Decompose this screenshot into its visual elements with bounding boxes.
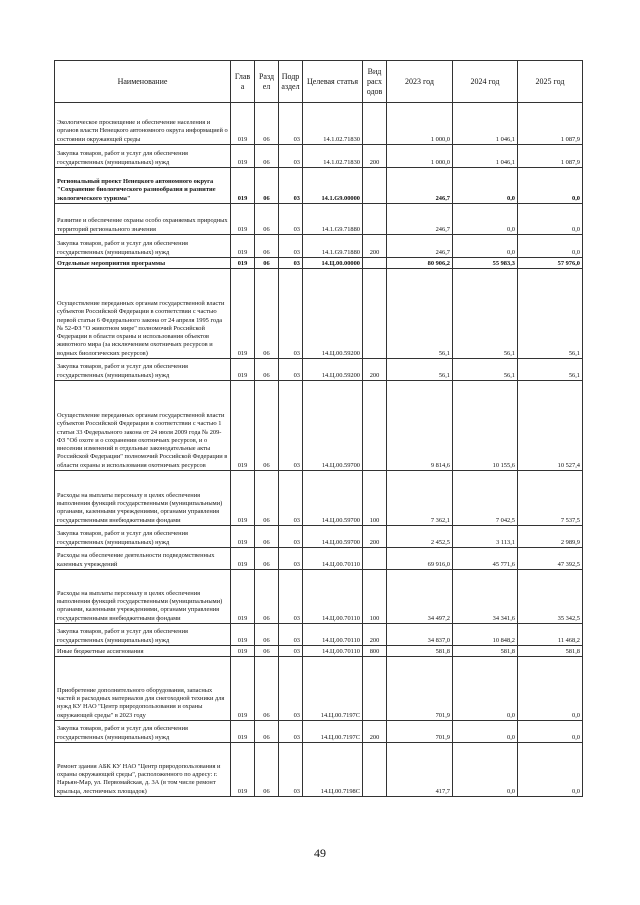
row-target-article: 14.Ц.00.70110 [303,646,363,657]
row-amount-2024: 0,0 [453,168,518,204]
row-amount-2023: 2 452,5 [387,526,453,548]
row-podr: 03 [279,657,303,721]
row-expense-type: 200 [363,145,387,168]
row-expense-type [363,204,387,235]
row-amount-2024: 0,0 [453,721,518,743]
row-amount-2025: 0,0 [518,743,583,797]
row-name: Расходы на выплаты персоналу в целях обеспечения выполнения функций государственными (муниципальными) органами, казенными учреждениями, органами управления государственными внебюджетными фондами [55,471,231,526]
row-amount-2025: 1 087,9 [518,103,583,145]
row-target-article: 14.Ц.00.59700 [303,526,363,548]
row-amount-2023: 69 916,0 [387,548,453,570]
row-amount-2025: 7 537,5 [518,471,583,526]
row-amount-2023: 246,7 [387,168,453,204]
row-glav: 019 [231,646,255,657]
row-amount-2024: 0,0 [453,657,518,721]
row-target-article: 14.Ц.00.70110 [303,548,363,570]
row-amount-2024: 10 848,2 [453,624,518,646]
table-row [55,721,583,743]
row-expense-type [363,743,387,797]
row-amount-2024: 56,1 [453,269,518,359]
row-expense-type: 200 [363,721,387,743]
header-name: Наименование [55,61,231,103]
row-target-article: 14.Ц.00.59200 [303,269,363,359]
row-amount-2025: 56,1 [518,359,583,381]
row-razd: 06 [255,168,279,204]
table-row [55,359,583,381]
table-body [55,103,583,797]
row-amount-2023: 56,1 [387,359,453,381]
row-target-article: 14.Ц.00.59700 [303,471,363,526]
row-glav: 019 [231,721,255,743]
row-target-article: 14.1.02.71830 [303,103,363,145]
row-amount-2023: 1 000,0 [387,103,453,145]
row-podr: 03 [279,646,303,657]
row-expense-type: 100 [363,471,387,526]
row-podr: 03 [279,381,303,471]
row-podr: 03 [279,258,303,269]
row-glav: 019 [231,570,255,624]
row-razd: 06 [255,269,279,359]
row-glav: 019 [231,269,255,359]
row-amount-2024: 7 042,5 [453,471,518,526]
row-amount-2025: 0,0 [518,235,583,258]
row-target-article: 14.Ц.00.59200 [303,359,363,381]
table-row [55,258,583,269]
row-expense-type: 200 [363,526,387,548]
row-glav: 019 [231,103,255,145]
header-2025: 2025 год [518,61,583,103]
row-amount-2025: 581,8 [518,646,583,657]
row-amount-2023: 417,7 [387,743,453,797]
row-razd: 06 [255,145,279,168]
row-name: Закупка товаров, работ и услуг для обеспечения государственных (муниципальных) нужд [55,145,231,168]
table-row [55,204,583,235]
row-podr: 03 [279,168,303,204]
row-razd: 06 [255,258,279,269]
row-razd: 06 [255,235,279,258]
row-name: Закупка товаров, работ и услуг для обеспечения государственных (муниципальных) нужд [55,721,231,743]
row-amount-2025: 11 468,2 [518,624,583,646]
row-name: Закупка товаров, работ и услуг для обеспечения государственных (муниципальных) нужд [55,526,231,548]
row-podr: 03 [279,570,303,624]
table-row [55,103,583,145]
row-amount-2025: 35 342,5 [518,570,583,624]
row-target-article: 14.Ц.00.59700 [303,381,363,471]
row-glav: 019 [231,145,255,168]
row-podr: 03 [279,269,303,359]
row-target-article: 14.Ц.00.7197С [303,657,363,721]
row-glav: 019 [231,235,255,258]
row-expense-type [363,103,387,145]
row-razd: 06 [255,204,279,235]
page-number: 49 [314,846,326,860]
table-row [55,471,583,526]
table-row [55,168,583,204]
row-razd: 06 [255,721,279,743]
row-amount-2025: 56,1 [518,269,583,359]
row-amount-2024: 56,1 [453,359,518,381]
row-expense-type [363,258,387,269]
row-glav: 019 [231,204,255,235]
row-podr: 03 [279,145,303,168]
row-amount-2025: 57 976,0 [518,258,583,269]
row-razd: 06 [255,471,279,526]
row-razd: 06 [255,646,279,657]
row-amount-2024: 45 771,6 [453,548,518,570]
table-row [55,548,583,570]
row-target-article: 14.1.G9.71880 [303,204,363,235]
table-row [55,570,583,624]
table-row [55,235,583,258]
row-amount-2023: 80 906,2 [387,258,453,269]
row-expense-type: 800 [363,646,387,657]
row-podr: 03 [279,471,303,526]
row-glav: 019 [231,624,255,646]
row-amount-2023: 701,9 [387,657,453,721]
row-name: Иные бюджетные ассигнования [55,646,231,657]
row-amount-2024: 0,0 [453,235,518,258]
row-amount-2023: 701,9 [387,721,453,743]
row-glav: 019 [231,258,255,269]
row-target-article: 14.1.02.71830 [303,145,363,168]
row-podr: 03 [279,359,303,381]
header-target-article: Целевая статья [303,61,363,103]
budget-table [54,60,583,797]
row-expense-type: 100 [363,570,387,624]
row-podr: 03 [279,235,303,258]
row-name: Приобретение дополнительного оборудования, запасных частей и расходных материалов для снегоходной техники для нужд КУ НАО "Центр природопользования и охраны окружающей среды" в 2023 году [55,657,231,721]
row-amount-2023: 246,7 [387,204,453,235]
row-razd: 06 [255,657,279,721]
row-razd: 06 [255,103,279,145]
table-header-row [55,61,583,103]
header-podr: Подр аздел [279,61,303,103]
row-target-article: 14.1.G9.00000 [303,168,363,204]
row-name: Ремонт здания АБК КУ НАО "Центр природопользования и охраны окружающей среды", расположенного по адресу: г. Нарьян-Мар, ул. Первомайская, д. 3А (в том числе ремонт крыльца, лестничных площадок) [55,743,231,797]
row-name: Осуществление переданных органам государственной власти субъектов Российской Федерации в соответствии с частью первой статьи 6 Федерального закона от 24 апреля 1995 года № 52-ФЗ "О животном мире" полномочий Российской Федерации в области охраны и использования объектов животного мира (за исключением охотничьих ресурсов и водных биологических ресурсов) [55,269,231,359]
row-target-article: 14.Ц.00.70110 [303,570,363,624]
row-amount-2023: 34 837,0 [387,624,453,646]
row-name: Региональный проект Ненецкого автономного округа "Сохранение биологического разнообразия и развитие экологического туризма" [55,168,231,204]
row-amount-2024: 34 341,6 [453,570,518,624]
row-target-article: 14.Ц.00.7198С [303,743,363,797]
row-expense-type [363,548,387,570]
row-podr: 03 [279,721,303,743]
row-amount-2025: 0,0 [518,721,583,743]
row-amount-2024: 3 113,1 [453,526,518,548]
row-podr: 03 [279,103,303,145]
row-amount-2023: 246,7 [387,235,453,258]
row-target-article: 14.Ц.00.70110 [303,624,363,646]
header-razd: Разд ел [255,61,279,103]
row-razd: 06 [255,526,279,548]
row-amount-2023: 581,8 [387,646,453,657]
header-2023: 2023 год [387,61,453,103]
header-2024: 2024 год [453,61,518,103]
row-target-article: 14.Ц.00.7197С [303,721,363,743]
table-row [55,145,583,168]
row-glav: 019 [231,381,255,471]
row-name: Расходы на обеспечение деятельности подведомственных казенных учреждений [55,548,231,570]
row-razd: 06 [255,743,279,797]
row-amount-2025: 0,0 [518,204,583,235]
row-amount-2025: 0,0 [518,657,583,721]
header-glav: Глав а [231,61,255,103]
row-name: Закупка товаров, работ и услуг для обеспечения государственных (муниципальных) нужд [55,359,231,381]
row-amount-2024: 1 046,1 [453,103,518,145]
row-amount-2025: 47 392,5 [518,548,583,570]
row-amount-2024: 581,8 [453,646,518,657]
row-amount-2023: 34 497,2 [387,570,453,624]
row-razd: 06 [255,359,279,381]
row-target-article: 14.1.G9.71880 [303,235,363,258]
row-podr: 03 [279,624,303,646]
row-razd: 06 [255,381,279,471]
row-glav: 019 [231,168,255,204]
table-row [55,381,583,471]
row-podr: 03 [279,548,303,570]
table-row [55,624,583,646]
row-name: Закупка товаров, работ и услуг для обеспечения государственных (муниципальных) нужд [55,624,231,646]
row-name: Экологическое просвещение и обеспечение населения и органов власти Ненецкого автономного округа информацией о состоянии окружающей среды [55,103,231,145]
row-expense-type [363,269,387,359]
row-expense-type: 200 [363,624,387,646]
row-expense-type: 200 [363,235,387,258]
row-podr: 03 [279,526,303,548]
row-amount-2024: 1 046,1 [453,145,518,168]
row-name: Отдельные мероприятия программы [55,258,231,269]
row-glav: 019 [231,548,255,570]
row-podr: 03 [279,743,303,797]
row-expense-type [363,381,387,471]
header-expense-type: Вид расх одов [363,61,387,103]
row-expense-type [363,168,387,204]
row-amount-2023: 56,1 [387,269,453,359]
row-amount-2023: 9 814,6 [387,381,453,471]
row-name: Расходы на выплаты персоналу в целях обеспечения выполнения функций государственными (муниципальными) органами, казенными учреждениями, органами управления государственными внебюджетными фондами [55,570,231,624]
row-expense-type: 200 [363,359,387,381]
table-row [55,526,583,548]
row-name: Развитие и обеспечение охраны особо охраняемых природных территорий регионального значения [55,204,231,235]
row-glav: 019 [231,743,255,797]
row-amount-2025: 10 527,4 [518,381,583,471]
row-razd: 06 [255,570,279,624]
row-glav: 019 [231,526,255,548]
row-amount-2024: 55 983,3 [453,258,518,269]
row-amount-2024: 10 155,6 [453,381,518,471]
row-amount-2024: 0,0 [453,743,518,797]
table-row [55,646,583,657]
row-razd: 06 [255,548,279,570]
row-glav: 019 [231,657,255,721]
row-podr: 03 [279,204,303,235]
table-row [55,743,583,797]
row-razd: 06 [255,624,279,646]
row-amount-2024: 0,0 [453,204,518,235]
row-glav: 019 [231,471,255,526]
row-amount-2023: 7 362,1 [387,471,453,526]
row-amount-2023: 1 000,0 [387,145,453,168]
table-row [55,657,583,721]
row-amount-2025: 2 989,9 [518,526,583,548]
row-glav: 019 [231,359,255,381]
row-amount-2025: 1 087,9 [518,145,583,168]
row-name: Закупка товаров, работ и услуг для обеспечения государственных (муниципальных) нужд [55,235,231,258]
row-amount-2025: 0,0 [518,168,583,204]
table-row [55,269,583,359]
row-expense-type [363,657,387,721]
row-target-article: 14.Ц.00.00000 [303,258,363,269]
row-name: Осуществление переданных органам государственной власти субъектов Российской Федерации в соответствии с частью 1 статьи 33 Федерального закона от 24 июля 2009 года № 209-ФЗ "Об охоте и о сохранении охотничьих ресурсов, и о внесении изменений в отдельные законодательные акты Российской Федерации" полномочий Российской Федерации в области охраны и использования охотничьих ресурсов [55,381,231,471]
